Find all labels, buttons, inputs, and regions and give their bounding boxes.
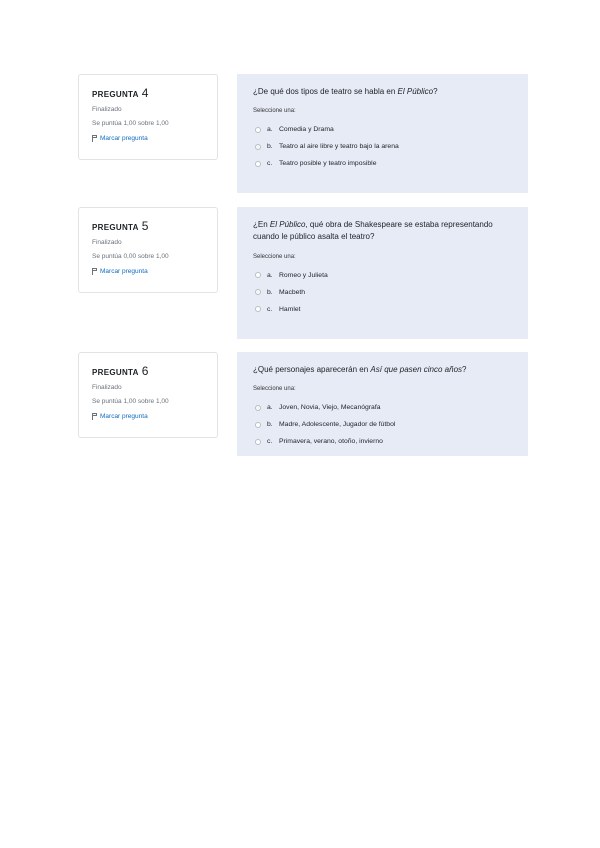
question-text: ¿De qué dos tipos de teatro se habla en El Público? xyxy=(253,87,438,96)
radio-button[interactable] xyxy=(255,306,261,312)
radio-button[interactable] xyxy=(255,289,261,295)
answer-option[interactable]: c. Hamlet xyxy=(253,301,512,318)
select-prompt: Seleccione una: xyxy=(253,386,296,393)
question-score: Se puntúa 1,00 sobre 1,00 xyxy=(92,398,169,406)
question-number: 4 xyxy=(141,86,149,100)
question-status: Finalizado xyxy=(92,384,122,391)
question-title xyxy=(92,86,204,100)
flag-question-link[interactable] xyxy=(92,413,204,420)
question-status: Finalizado xyxy=(92,239,122,246)
flag-label: Marcar pregunta xyxy=(100,412,148,420)
select-prompt: Seleccione una: xyxy=(253,108,296,115)
question-score: Se puntúa 1,00 sobre 1,00 xyxy=(92,120,169,128)
question-content xyxy=(237,207,528,339)
answer-option[interactable]: c. Teatro posible y teatro imposible xyxy=(253,155,512,172)
radio-button[interactable] xyxy=(255,127,261,133)
answer-list xyxy=(253,121,512,172)
radio-button[interactable] xyxy=(255,161,261,167)
question-label: PREGUNTA xyxy=(92,90,139,99)
question-text: ¿Qué personajes aparecerán en Así que pasen cinco años? xyxy=(253,365,467,374)
question-title xyxy=(92,219,204,233)
question-number: 6 xyxy=(141,364,149,378)
question-title xyxy=(92,364,204,378)
answer-option[interactable]: b. Macbeth xyxy=(253,284,512,301)
question-score: Se puntúa 0,00 sobre 1,00 xyxy=(92,253,169,261)
question-info xyxy=(78,74,218,160)
flag-label: Marcar pregunta xyxy=(100,134,148,142)
radio-button[interactable] xyxy=(255,422,261,428)
flag-question-link[interactable] xyxy=(92,268,204,275)
answer-option[interactable]: b. Madre, Adolescente, Jugador de fútbol xyxy=(253,416,512,433)
radio-button[interactable] xyxy=(255,144,261,150)
radio-button[interactable] xyxy=(255,439,261,445)
select-prompt: Seleccione una: xyxy=(253,253,296,260)
question-content xyxy=(237,352,528,456)
answer-option[interactable]: c. Primavera, verano, otoño, invierno xyxy=(253,433,512,450)
question-label: PREGUNTA xyxy=(92,368,139,377)
question-info xyxy=(78,207,218,293)
flag-icon xyxy=(92,135,97,141)
question-content xyxy=(237,74,528,193)
answer-list xyxy=(253,399,512,450)
answer-list xyxy=(253,267,512,318)
flag-question-link[interactable] xyxy=(92,135,204,142)
question-number: 5 xyxy=(141,219,149,233)
flag-icon xyxy=(92,413,97,419)
answer-option[interactable]: b. Teatro al aire libre y teatro bajo la arena xyxy=(253,138,512,155)
answer-option[interactable]: a. Comedia y Drama xyxy=(253,121,512,138)
question-info xyxy=(78,352,218,438)
question-text: ¿En El Público, qué obra de Shakespeare se estaba representando cuando le público asalta el teatro? xyxy=(253,220,493,242)
radio-button[interactable] xyxy=(255,405,261,411)
radio-button[interactable] xyxy=(255,272,261,278)
answer-option[interactable]: a. Romeo y Julieta xyxy=(253,267,512,284)
answer-option[interactable]: a. Joven, Novia, Viejo, Mecanógrafa xyxy=(253,399,512,416)
question-label: PREGUNTA xyxy=(92,223,139,232)
flag-icon xyxy=(92,268,97,274)
flag-label: Marcar pregunta xyxy=(100,267,148,275)
question-status: Finalizado xyxy=(92,106,122,113)
